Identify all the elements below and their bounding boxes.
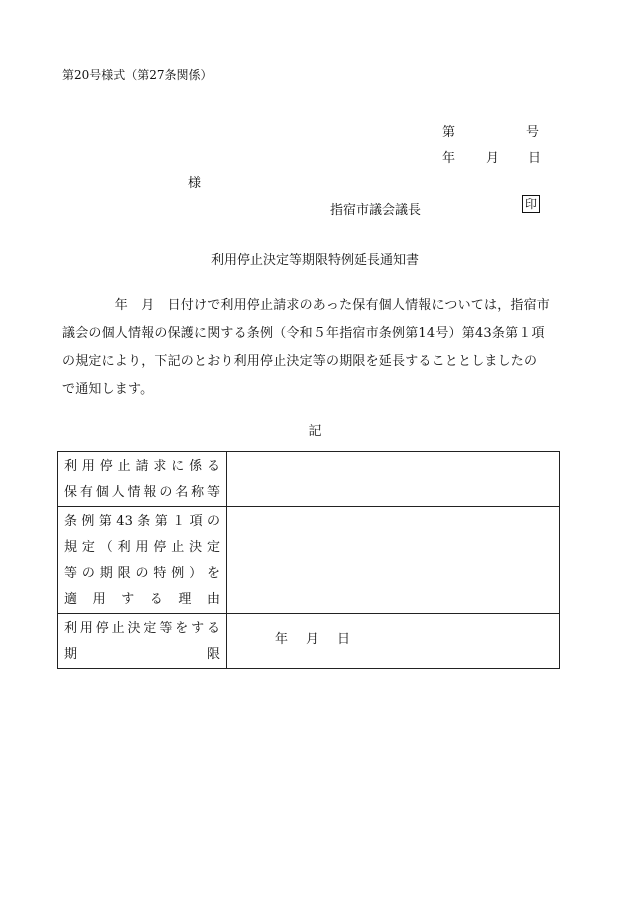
- addressee-suffix: 様: [188, 176, 202, 191]
- row-label-reason: [58, 507, 227, 614]
- body-line: の規定により，下記のとおり利用停止決定等の期限を延長することとしましたの: [62, 354, 538, 369]
- deadline-day: 日: [337, 632, 351, 647]
- label-line: 保有個人情報の名称等: [64, 485, 220, 500]
- date-month: 月: [486, 151, 500, 166]
- label-line: 適用する理由: [64, 592, 220, 607]
- seal-icon: 印: [522, 195, 540, 213]
- row-label-name: [58, 452, 227, 507]
- row-value-name[interactable]: [227, 452, 560, 507]
- deadline-date: [227, 614, 559, 666]
- label-line: 利用停止請求に係る: [64, 459, 220, 474]
- body-line: 議会の個人情報の保護に関する条例（令和５年指宿市条例第14号）第43条第１項: [62, 326, 545, 341]
- deadline-month: 月: [306, 632, 320, 647]
- row-label-deadline: [58, 614, 227, 669]
- document-title: 利用停止決定等期限特例延長通知書: [210, 253, 419, 268]
- label-line: 条例第43条第１項の: [64, 514, 220, 529]
- label-line: 規定（利用停止決定: [64, 540, 220, 555]
- ki-heading: 記: [308, 424, 322, 439]
- date-day: 日: [528, 151, 542, 166]
- date-year: 年: [442, 151, 456, 166]
- table-row: [58, 614, 560, 669]
- label-line: 利用停止決定等をする: [64, 621, 220, 636]
- doc-number-prefix: 第: [442, 125, 456, 140]
- table-row: [58, 452, 560, 507]
- body-line: 年 月 日付けで利用停止請求のあった保有個人情報については，指宿市: [62, 298, 551, 313]
- label-line: 等の期限の特例）を: [64, 566, 220, 581]
- row-value-deadline[interactable]: [227, 614, 560, 669]
- body-text: [62, 292, 582, 404]
- deadline-year: 年: [275, 632, 289, 647]
- form-number: 第20号様式（第27条関係）: [62, 68, 213, 82]
- doc-number-suffix: 号: [526, 125, 540, 140]
- row-value-reason[interactable]: [227, 507, 560, 614]
- sender-name: 指宿市議会議長: [330, 203, 422, 218]
- detail-table: [57, 451, 560, 669]
- body-line: で通知します。: [62, 382, 154, 397]
- label-line: 期限: [64, 647, 220, 662]
- table-row: [58, 507, 560, 614]
